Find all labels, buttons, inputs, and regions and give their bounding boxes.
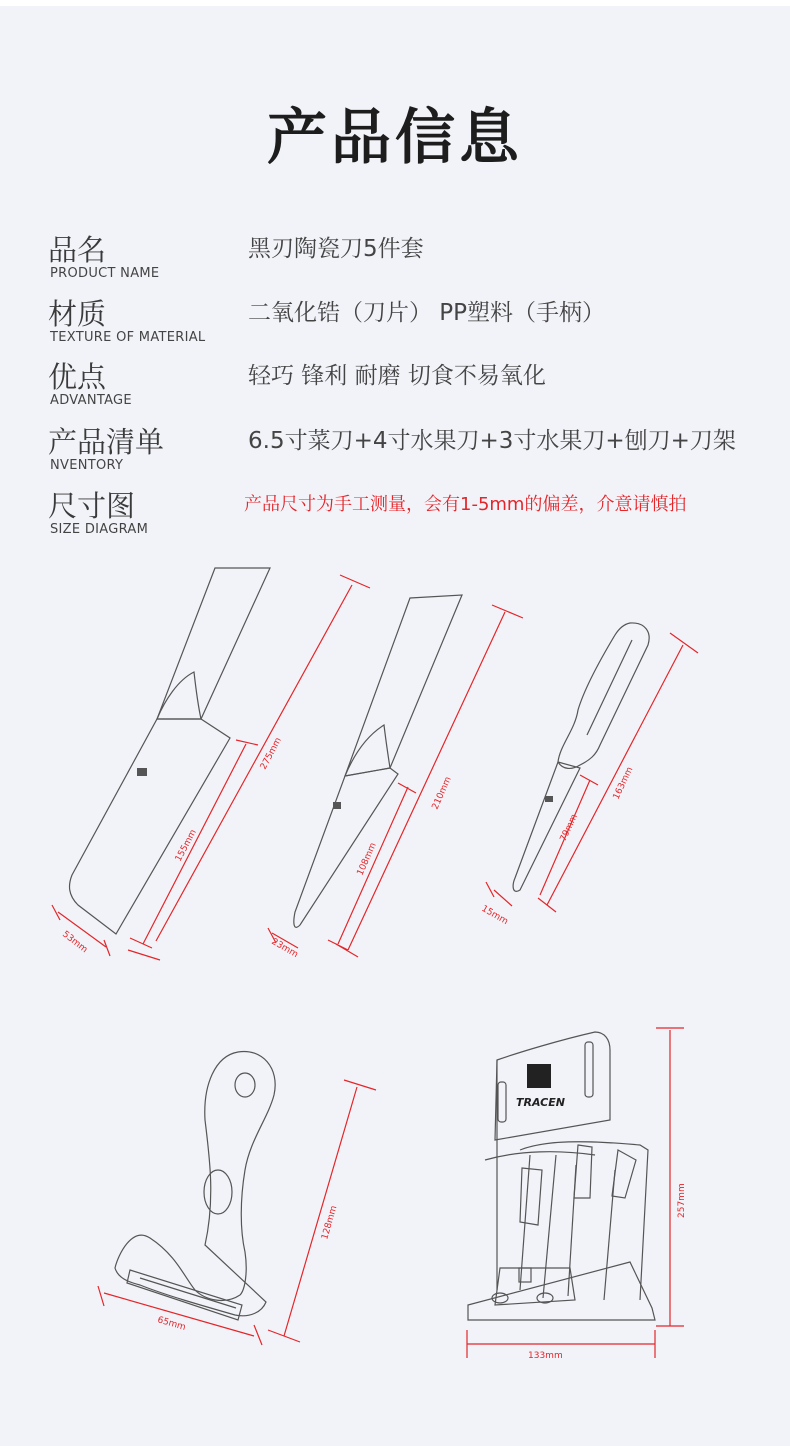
row-label: 尺寸图 [48, 489, 136, 523]
cleaver-total-label: 275mm [258, 736, 284, 772]
size-note: 产品尺寸为手工测量，会有1-5mm的偏差，介意请慎拍 [244, 494, 687, 515]
row-value: 二氧化锆（刀片） PP塑料（手柄） [248, 300, 606, 326]
row-value: 6.5寸菜刀+4寸水果刀+3寸水果刀+刨刀+刀架 [248, 428, 736, 454]
paring-knife-width-label: 15mm [479, 903, 510, 928]
row-label: 品名 [48, 233, 107, 267]
knife-stand-drawing [468, 1032, 655, 1320]
cleaver-blade-label: 155mm [173, 828, 199, 864]
knife-stand-height-label: 257mm [677, 1183, 687, 1218]
row-label: 产品清单 [48, 425, 165, 459]
row-label: 材质 [48, 297, 107, 331]
knife-stand-width-label: 133mm [528, 1351, 563, 1361]
peeler-width-label: 65mm [156, 1315, 187, 1333]
paring-knife-total-label: 163mm [611, 765, 636, 802]
brand-logo-text: TRACEN [516, 1096, 565, 1109]
paring-knife-drawing [513, 623, 649, 891]
row-value: 黑刃陶瓷刀5件套 [248, 236, 424, 262]
peeler-drawing [115, 1051, 275, 1320]
peeler-height-label: 128mm [320, 1204, 340, 1241]
cleaver-dimensions [52, 575, 370, 960]
knife-stand-dimensions [467, 1028, 684, 1358]
brand-logo [516, 1064, 565, 1109]
row-label-en: TEXTURE OF MATERIAL [50, 330, 206, 345]
cleaver-drawing [70, 568, 270, 934]
row-label-en: NVENTORY [50, 458, 124, 473]
page-title: 产品信息 [267, 103, 523, 173]
row-label-en: ADVANTAGE [50, 393, 132, 408]
fruit-knife-blade-label: 108mm [355, 841, 379, 878]
row-label-en: PRODUCT NAME [50, 266, 160, 281]
fruit-knife-total-label: 210mm [430, 775, 454, 812]
paring-knife-blade-label: 79mm [558, 812, 580, 844]
cleaver-width-label: 53mm [60, 929, 90, 956]
row-label-en: SIZE DIAGRAM [50, 522, 149, 537]
fruit-knife-width-label: 23mm [269, 936, 300, 961]
row-value: 轻巧 锋利 耐磨 切食不易氧化 [248, 363, 546, 389]
row-label: 优点 [48, 360, 107, 394]
